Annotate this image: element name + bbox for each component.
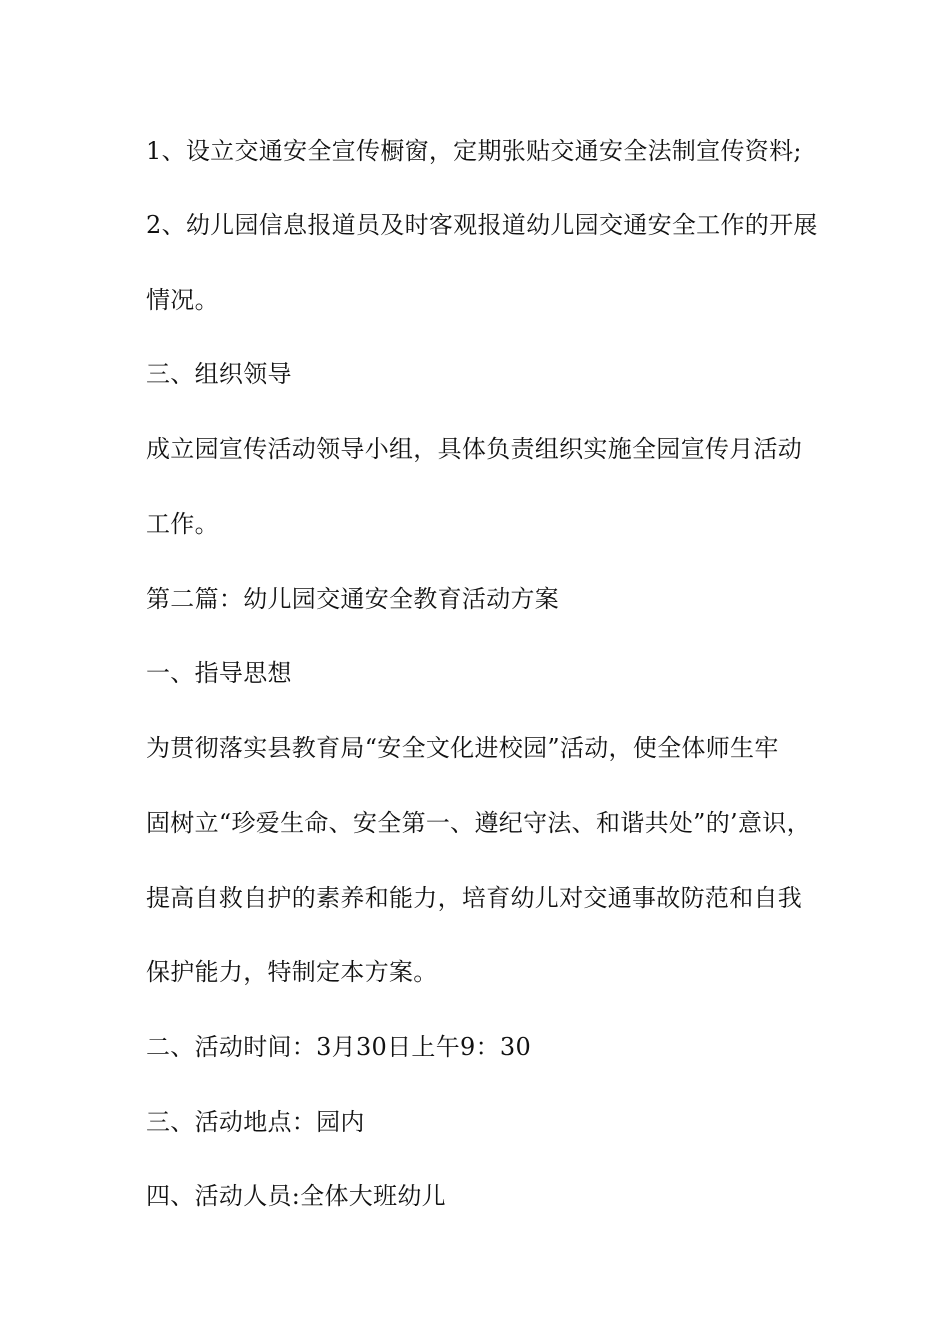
paragraph-line: 固树立“珍爱生命、安全第一、遵纪守法、和谐共处”的’意识， — [146, 809, 811, 837]
section-heading-activity-participants: 四、活动人员:全体大班幼儿 — [146, 1182, 446, 1210]
chapter-title: 第二篇：幼儿园交通安全教育活动方案 — [146, 585, 560, 613]
paragraph-line: 工作。 — [146, 510, 219, 538]
section-heading-organization: 三、组织领导 — [146, 360, 292, 388]
list-item-1: 1、设立交通安全宣传橱窗，定期张贴交通安全法制宣传资料; — [146, 137, 802, 165]
section-heading-activity-location: 三、活动地点：园内 — [146, 1108, 365, 1136]
paragraph-line: 为贯彻落实县教育局“安全文化进校园”活动，使全体师生牢 — [146, 734, 779, 762]
section-heading-guiding-ideology: 一、指导思想 — [146, 659, 292, 687]
list-item-2: 2、幼儿园信息报道员及时客观报道幼儿园交通安全工作的开展 — [146, 211, 818, 239]
list-item-2-continued: 情况。 — [146, 286, 219, 314]
paragraph-line: 保护能力，特制定本方案。 — [146, 958, 438, 986]
paragraph-line: 提高自救自护的素养和能力，培育幼儿对交通事故防范和自我 — [146, 884, 803, 912]
section-heading-activity-time: 二、活动时间：3月30日上午9：30 — [146, 1033, 532, 1061]
paragraph-line: 成立园宣传活动领导小组，具体负责组织实施全园宣传月活动 — [146, 435, 803, 463]
